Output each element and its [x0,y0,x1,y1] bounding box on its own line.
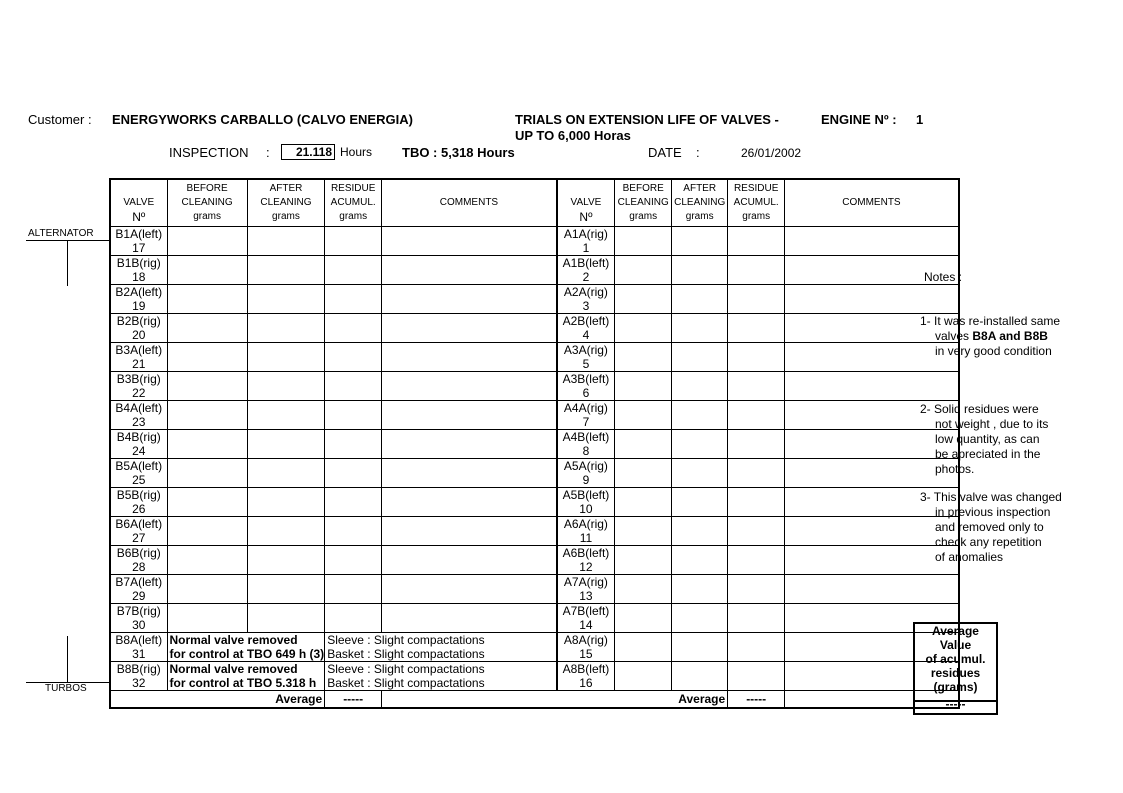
after-cell [247,401,324,430]
valve-header: VALVE Nº [557,179,615,227]
before-cell [615,459,672,488]
residue-cell [325,488,382,517]
before-cell [167,604,247,633]
residue-cell [325,314,382,343]
after-cell [672,430,728,459]
avg-box-line: (grams) [933,680,978,694]
after-cell [247,517,324,546]
after-cell [247,546,324,575]
comment-cell: Normal valve removed for control at TBO 649 h (3) [167,633,325,662]
residue-cell [728,546,785,575]
residue-cell [728,517,785,546]
valve-cell: A5A(rig) 9 [557,459,615,488]
valve-cell: A2B(left) 4 [557,314,615,343]
after-cell [672,372,728,401]
before-cell [615,517,672,546]
note-3 [920,490,1062,565]
comment-cell [382,227,557,256]
average-label: Average [247,691,324,709]
residue-cell [325,401,382,430]
valve-cell: B2A(left) 19 [110,285,167,314]
valve-cell: A7B(left) 14 [557,604,615,633]
comment-cell [382,575,557,604]
valve-cell: B6A(left) 27 [110,517,167,546]
before-cell [167,372,247,401]
table-row [110,343,959,372]
residue-cell [728,343,785,372]
note-1 [920,314,1060,359]
note-line: be apreciated in the [935,447,1041,461]
valve-cell: B8A(left) 31 [110,633,167,662]
engine-value: 1 [916,112,924,127]
comment-cell: Normal valve removed for control at TBO 5.318 h [167,662,325,691]
inspection-value-box: 21.118 [281,144,335,160]
valve-cell: A1B(left) 2 [557,256,615,285]
engine-label: ENGINE Nº : [821,112,897,127]
after-cell [672,633,728,662]
before-cell [615,314,672,343]
note-2 [920,402,1048,477]
before-cell [615,488,672,517]
valve-cell: A4A(rig) 7 [557,401,615,430]
after-cell [247,343,324,372]
after-cell [247,430,324,459]
hours-label: Hours [340,145,373,159]
after-cell [672,604,728,633]
before-cell [167,546,247,575]
comment-cell [382,372,557,401]
after-cell [672,343,728,372]
valve-cell: B5A(left) 25 [110,459,167,488]
comment-cell [382,285,557,314]
valve-cell: A6A(rig) 11 [557,517,615,546]
comment-cell [382,430,557,459]
comment-cell [382,401,557,430]
valve-cell: A4B(left) 8 [557,430,615,459]
residue-cell [728,314,785,343]
before-cell [167,459,247,488]
alternator-label: ALTERNATOR [28,228,94,239]
before-cell [167,488,247,517]
date-label: DATE [648,145,682,160]
residue-cell [728,430,785,459]
before-cell [615,401,672,430]
comment-cell [382,488,557,517]
after-cell [672,285,728,314]
before-cell [167,430,247,459]
table-row [110,227,959,256]
residue-cell [325,517,382,546]
before-cell [615,285,672,314]
up-to-hours: UP TO 6,000 Horas [515,128,631,143]
comment-cell [382,256,557,285]
after-header: AFTER CLEANING grams [247,179,324,227]
residue-header: RESIDUE ACUMUL. grams [728,179,785,227]
after-cell [672,488,728,517]
before-cell [167,343,247,372]
note-line: 1- It was re-installed same [920,314,1061,328]
before-cell [167,314,247,343]
after-cell [672,575,728,604]
before-cell [167,227,247,256]
before-cell [615,633,672,662]
customer-name: ENERGYWORKS CARBALLO (CALVO ENERGIA) [112,112,413,127]
turbos-vline [67,636,68,682]
table-row [110,517,959,546]
residue-cell [325,604,382,633]
before-cell [615,575,672,604]
residue-header: RESIDUE ACUMUL. grams [325,179,382,227]
before-cell [167,285,247,314]
comment-detail-cell: Sleeve : Slight compactations Basket : Slight compactations [325,662,557,691]
average-value-box [913,622,998,715]
valve-cell: B3A(left) 21 [110,343,167,372]
before-cell [615,546,672,575]
residue-cell [325,256,382,285]
after-cell [672,314,728,343]
alternator-line [26,240,110,241]
before-cell [615,430,672,459]
valve-cell: A3B(left) 6 [557,372,615,401]
residue-cell [728,401,785,430]
avg-box-line: residues [930,666,981,680]
after-cell [247,575,324,604]
average-row [110,691,959,709]
valve-cell: A8A(rig) 15 [557,633,615,662]
residue-cell [325,430,382,459]
valve-cell: B1A(left) 17 [110,227,167,256]
residue-cell [728,285,785,314]
valve-cell: A2A(rig) 3 [557,285,615,314]
residue-cell [728,662,785,691]
table-row [110,372,959,401]
average-value: ----- [325,691,382,709]
after-cell [672,517,728,546]
after-cell [672,662,728,691]
valve-cell: B3B(rig) 22 [110,372,167,401]
after-cell [247,488,324,517]
note-line: in previous inspection [935,505,1051,519]
residue-cell [728,227,785,256]
customer-label: Customer : [28,112,92,127]
residue-cell [728,459,785,488]
residue-cell [728,488,785,517]
before-cell [167,256,247,285]
valve-cell: A7A(rig) 13 [557,575,615,604]
before-cell [167,401,247,430]
comments-header: COMMENTS [785,179,959,227]
average-value: ----- [728,691,785,709]
table-row [110,459,959,488]
residue-cell [325,575,382,604]
residue-cell [325,372,382,401]
before-cell [167,517,247,546]
valve-cell: B4B(rig) 24 [110,430,167,459]
comment-cell [382,314,557,343]
note-line: in very good condition [935,344,1052,358]
residue-cell [728,575,785,604]
after-cell [247,314,324,343]
inspection-label: INSPECTION [169,145,249,160]
alternator-vline [67,240,68,286]
residue-cell [325,285,382,314]
before-cell [615,372,672,401]
valve-cell: B5B(rig) 26 [110,488,167,517]
inspection-colon: : [266,145,270,160]
comment-cell [785,285,959,314]
avg-box-line: of acumul. [925,652,986,666]
table-row [110,662,959,691]
date-value: 26/01/2002 [741,146,802,160]
comment-cell [382,343,557,372]
comment-cell [785,372,959,401]
comment-cell [785,227,959,256]
valve-cell: A8B(left) 16 [557,662,615,691]
valve-cell: B8B(rig) 32 [110,662,167,691]
after-cell [247,285,324,314]
after-cell [672,546,728,575]
avg-box-value: ----- [945,697,966,711]
comment-cell [382,604,557,633]
table-row [110,604,959,633]
valve-cell: B7A(left) 29 [110,575,167,604]
valve-cell: A3A(rig) 5 [557,343,615,372]
comments-header: COMMENTS [382,179,557,227]
table-row [110,285,959,314]
note-line: 2- Solid residues were [920,402,1039,416]
after-cell [247,227,324,256]
before-header: BEFORE CLEANING grams [615,179,672,227]
after-cell [672,401,728,430]
valve-cell: A5B(left) 10 [557,488,615,517]
after-cell [247,604,324,633]
after-cell [247,372,324,401]
note-line: low quantity, as can [935,432,1040,446]
after-header: AFTER CLEANING grams [672,179,728,227]
table-row [110,546,959,575]
valve-cell: A1A(rig) 1 [557,227,615,256]
before-cell [615,256,672,285]
before-cell [615,343,672,372]
note-line: of anomalies [935,550,1004,564]
after-cell [672,227,728,256]
residue-cell [325,546,382,575]
before-cell [615,662,672,691]
note-line: photos. [935,462,975,476]
table-row [110,314,959,343]
comment-cell [785,575,959,604]
before-cell [615,227,672,256]
notes-title: Notes : [924,270,963,284]
table-row [110,488,959,517]
residue-cell [325,227,382,256]
comment-cell [382,517,557,546]
note-line: 3- This valve was changed [920,490,1062,504]
note-line: and removed only to [935,520,1044,534]
valve-cell: B6B(rig) 28 [110,546,167,575]
valve-cell: B2B(rig) 20 [110,314,167,343]
valves-table [109,178,963,709]
comment-detail-cell: Sleeve : Slight compactations Basket : Slight compactations [325,633,557,662]
note-line: valves B8A and B8B [935,329,1048,343]
date-colon: : [696,145,700,160]
note-line: check any repetition [935,535,1042,549]
table-row [110,575,959,604]
avg-box-line: Average [932,624,979,638]
valve-cell: A6B(left) 12 [557,546,615,575]
after-cell [247,459,324,488]
valve-cell: B1B(rig) 18 [110,256,167,285]
trials-title: TRIALS ON EXTENSION LIFE OF VALVES - [515,112,779,127]
valve-cell: B4A(left) 23 [110,401,167,430]
comment-cell [382,546,557,575]
turbos-label: TURBOS [45,683,87,694]
residue-cell [728,633,785,662]
table-row [110,633,959,662]
before-header: BEFORE CLEANING grams [167,179,247,227]
residue-cell [325,459,382,488]
comment-cell [382,459,557,488]
residue-cell [728,604,785,633]
after-cell [672,256,728,285]
after-cell [247,256,324,285]
after-cell [672,459,728,488]
before-cell [167,575,247,604]
avg-box-line: Value [939,638,972,652]
residue-cell [325,343,382,372]
note-line: not weight , due to its [935,417,1049,431]
tbo-hours: TBO : 5,318 Hours [402,145,515,160]
valve-header: VALVE Nº [110,179,167,227]
average-label: Average [672,691,728,709]
table-row [110,256,959,285]
valve-cell: B7B(rig) 30 [110,604,167,633]
table-header-row [110,179,959,227]
before-cell [615,604,672,633]
table-row [110,430,959,459]
table-row [110,401,959,430]
residue-cell [728,256,785,285]
residue-cell [728,372,785,401]
